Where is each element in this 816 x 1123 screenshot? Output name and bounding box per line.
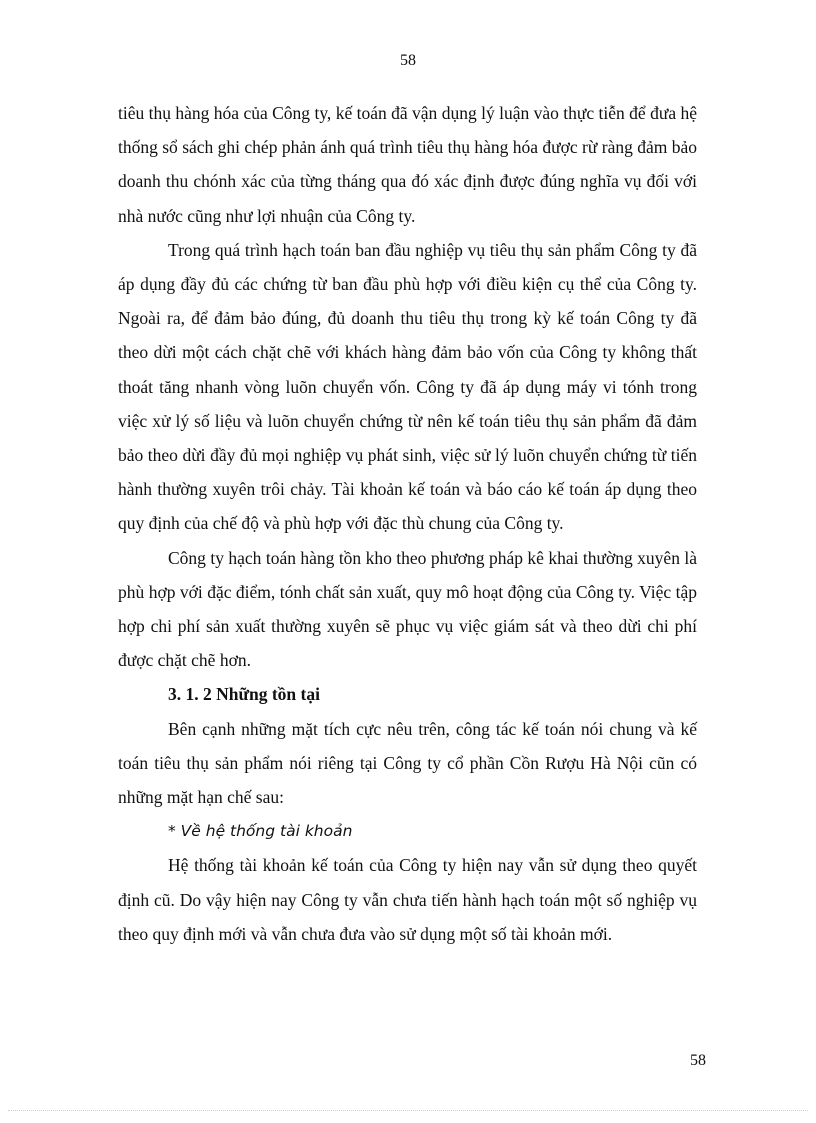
paragraph-account-system: Hệ thống tài khoản kế toán của Công ty hiện nay vẫn sử dụng theo quyết định cũ. Do vậy hiện nay Công ty vẫn chưa tiến hành hạch toán một số nghiệp vụ theo quy định mới và vẫn chưa đưa vào sử dụng một số tài khoản mới. (118, 855, 697, 944)
subheading-account-system: * Về hệ thống tài khoản (168, 822, 353, 841)
section-heading: 3. 1. 2 Những tồn tại (168, 684, 320, 705)
paragraph-inventory-accounting: Công ty hạch toán hàng tồn kho theo phương pháp kê khai thường xuyên là phù hợp với đặc điểm, tónh chất sản xuất, quy mô hoạt động của Công ty. Việc tập hợp chi phí sản xuất thường xuyên sẽ phục vụ việc giám sát và theo dừi chi phí được chặt chẽ hơn. (118, 547, 697, 671)
page-number-top: 58 (400, 52, 416, 69)
paragraph-limitations: Bên cạnh những mặt tích cực nêu trên, công tác kế toán nói chung và kế toán tiêu thụ sản phẩm nói riêng tại Công ty cổ phần Cồn Rượu Hà Nội cũn có những mặt hạn chế sau: (118, 718, 697, 808)
page-bottom-border (8, 1110, 808, 1111)
paragraph-initial-accounting: Trong quá trình hạch toán ban đầu nghiệp vụ tiêu thụ sản phẩm Công ty đã áp dụng đầy đủ các chứng từ ban đầu phù hợp với điều kiện cụ thể của Công ty. Ngoài ra, để đảm bảo đúng, đủ doanh thu tiêu thụ trong kỳ kế toán Công ty đã theo dừi một cách chặt chẽ với khách hàng đảm bảo vốn của Công ty không thất thoát tăng nhanh vòng luõn chuyển vốn. Công ty đã áp dụng máy vi tónh trong việc xử lý số liệu và luõn chuyển chứng từ nên kế toán tiêu thụ sản phẩm đã đảm bảo theo dừi đầy đủ mọi nghiệp vụ phát sinh, việc sử lý luõn chuyển chứng từ tiến hành thường xuyên trôi chảy. Tài khoản kế toán và báo cáo kế toán áp dụng theo quy định của chế độ và phù hợp với đặc thù chung của Công ty. (118, 239, 697, 534)
document-body (118, 96, 697, 951)
paragraph-continuation: tiêu thụ hàng hóa của Công ty, kế toán đã vận dụng lý luận vào thực tiễn để đưa hệ thống sổ sách ghi chép phản ánh quá trình tiêu thụ hàng hóa được rừ ràng đảm bảo doanh thu chónh xác của từng tháng qua đó xác định được đúng nghĩa vụ đối với nhà nước cũng như lợi nhuận của Công ty. (118, 103, 697, 226)
page-number-bottom: 58 (690, 1052, 706, 1069)
